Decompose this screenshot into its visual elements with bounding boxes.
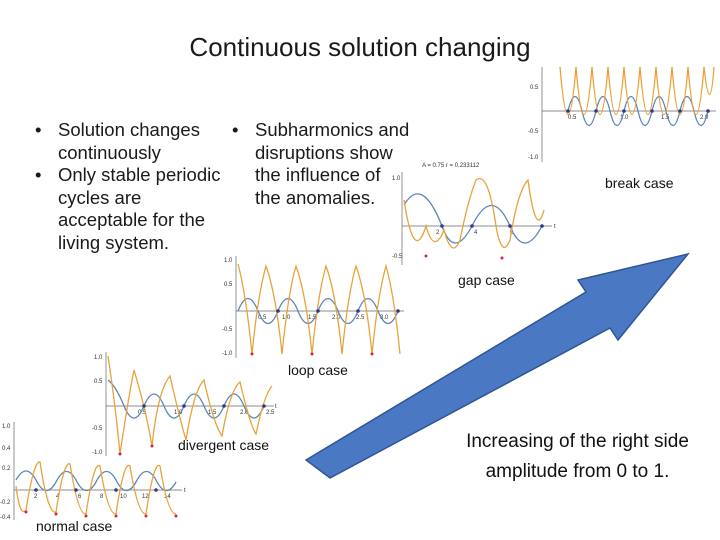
- normal-y-tick: 0.4: [2, 446, 11, 452]
- gap-case-caption: gap case: [458, 272, 515, 288]
- normal-x-tick: 14: [164, 494, 171, 500]
- blue-curve: [404, 194, 542, 243]
- bullet-stable-cycles: • Only stable periodic cycles are acceptable for the living system.: [28, 164, 228, 254]
- normal-case-caption: normal case: [36, 518, 113, 534]
- gap-y-tick: -0.5: [392, 254, 403, 260]
- loop-x-tick: 1.5: [308, 315, 317, 321]
- divergent-case-caption: divergent case: [178, 437, 270, 453]
- normal-x-tick: 8: [100, 494, 104, 500]
- normal-x-tick: 2: [34, 494, 38, 500]
- orange-curve: [16, 462, 176, 514]
- loop-y-tick: -0.5: [222, 327, 233, 333]
- break-x-tick: 1.5: [661, 115, 670, 121]
- minima-points: [25, 511, 178, 518]
- normal-y-tick: -0.4: [0, 515, 11, 521]
- loop-y-tick: -1.0: [222, 351, 233, 357]
- normal-x-tick: 10: [120, 494, 127, 500]
- break-case-plot: [528, 62, 718, 164]
- bullet-subharmonics: • Subharmonics and disruptions show the influence of the anomalies.: [225, 119, 410, 209]
- break-y-tick: -0.5: [528, 129, 539, 135]
- bullet-solution-changes: • Solution changes continuously: [28, 119, 228, 164]
- normal-case-plot: [0, 420, 195, 520]
- gap-x-label: t: [554, 224, 556, 230]
- gap-x-tick: 4: [474, 230, 478, 236]
- normal-y-tick: 1.0: [2, 424, 11, 430]
- normal-y-tick: -0.2: [0, 500, 11, 506]
- divergent-x-tick: 0.5: [138, 410, 147, 416]
- break-case-caption: break case: [605, 175, 674, 191]
- loop-x-tick: 0.5: [258, 315, 267, 321]
- break-x-tick: 2.0: [700, 115, 709, 121]
- divergent-y-tick: -0.5: [92, 426, 103, 432]
- divergent-x-tick: 2.0: [240, 410, 249, 416]
- gap-params: A = 0.75 r = 0.233112: [422, 163, 480, 169]
- arrow-note: Increasing of the right side amplitude from 0 to 1.: [466, 431, 689, 482]
- loop-x-tick: 1.0: [282, 315, 291, 321]
- divergent-y-tick: -1.0: [92, 450, 103, 456]
- normal-x-tick: 12: [142, 494, 149, 500]
- gap-x-tick: 2: [436, 230, 440, 236]
- right-bullet-list: [225, 119, 410, 209]
- divergent-x-tick: 1.0: [174, 410, 183, 416]
- normal-y-tick: 0.2: [2, 466, 11, 472]
- normal-x-label: t: [184, 488, 186, 494]
- loop-x-tick: 2.5: [356, 315, 365, 321]
- loop-x-tick: 3.0: [380, 315, 389, 321]
- break-x-tick: 0.5: [568, 115, 577, 121]
- orange-curve: [404, 178, 544, 248]
- gap-y-tick: 1.0: [392, 176, 401, 182]
- normal-x-tick: 4: [56, 494, 60, 500]
- break-x-tick: 1.0: [620, 115, 629, 121]
- slide-title: Continuous solution changing: [189, 32, 531, 62]
- loop-y-tick: 0.5: [224, 282, 233, 288]
- break-y-tick: 0.5: [530, 85, 539, 91]
- divergent-x-label: t: [275, 404, 277, 410]
- divergent-y-tick: 1.0: [94, 355, 103, 361]
- normal-x-tick: 6: [78, 494, 82, 500]
- divergent-x-tick: 1.5: [208, 410, 217, 416]
- divergent-y-tick: 0.5: [94, 379, 103, 385]
- loop-y-tick: 1.0: [224, 258, 233, 264]
- loop-case-caption: loop case: [288, 362, 348, 378]
- gap-x-tick: 6: [510, 230, 514, 236]
- divergent-x-tick: 2.5: [266, 410, 275, 416]
- left-bullet-list: [28, 119, 228, 254]
- break-y-tick: -1.0: [528, 155, 539, 161]
- loop-x-tick: 2.0: [332, 315, 341, 321]
